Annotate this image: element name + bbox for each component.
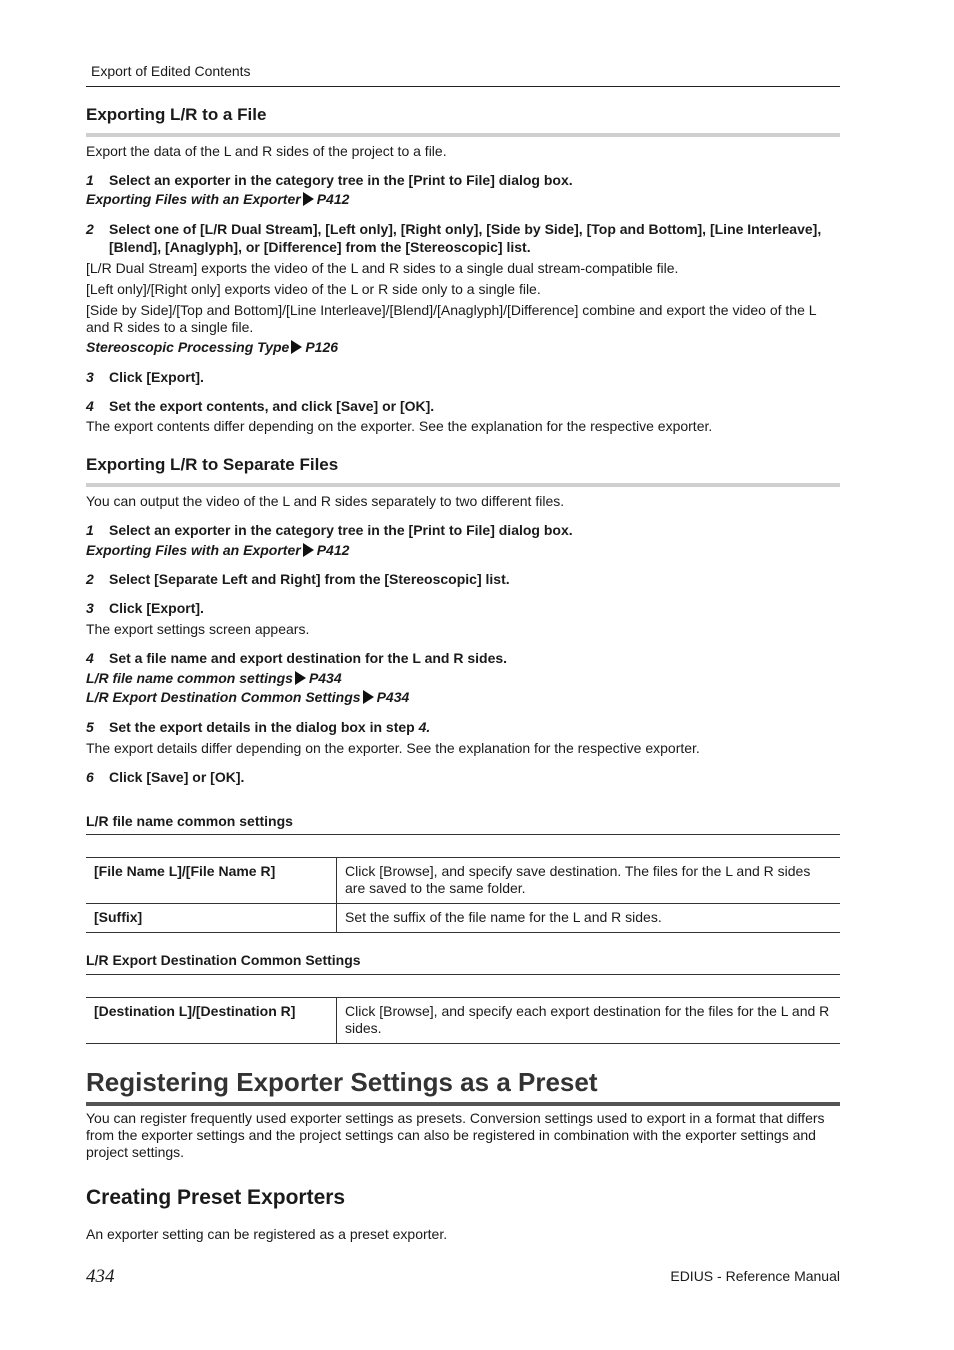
step-text: Set the export contents, and click [Save] or [OK]. [109,398,435,414]
section-intro: Export the data of the L and R sides of the project to a file. [86,143,447,159]
body-text: The export details differ depending on the exporter. See the explanation for the respective exporter. [86,740,700,756]
reference-text: Stereoscopic Processing Type [86,339,290,355]
reference-text: L/R Export Destination Common Settings [86,689,361,705]
setting-key: [File Name L]/[File Name R] [86,858,337,904]
section-title-export-lr-separate: Exporting L/R to Separate Files [86,455,339,474]
step-2 [86,570,840,588]
header-rule [86,86,840,87]
arrow-right-icon [303,543,314,557]
table-row [86,998,840,1044]
body-text: [Left only]/[Right only] exports video of the L or R side only to a single file. [86,281,541,297]
step-text: Select [Separate Left and Right] from the [Stereoscopic] list. [109,571,510,587]
step-number: 1 [86,172,94,188]
running-header: Export of Edited Contents [91,63,251,79]
body-text: [Side by Side]/[Top and Bottom]/[Line Interleave]/[Blend]/[Anaglyph]/[Difference] combine and export the video of the L and R sides to a single file. [86,302,817,335]
step-text-main: Set the export details in the dialog box in step [109,719,419,735]
section-title-export-lr-file: Exporting L/R to a File [86,105,267,124]
step-4 [86,649,840,667]
step-5 [86,718,840,736]
table-title-rule [86,974,840,975]
step-number: 6 [86,769,94,785]
arrow-right-icon [303,192,314,206]
cross-reference-link[interactable] [86,339,338,355]
arrow-right-icon [295,671,306,685]
step-1 [86,171,840,189]
page-number: 434 [86,1266,115,1287]
step-text [86,718,840,736]
step-text: Select an exporter in the category tree in the [Print to File] dialog box. [109,522,573,538]
settings-table-file-name [86,857,840,933]
reference-page: P412 [316,191,350,207]
step-text: Set a file name and export destination for the L and R sides. [109,650,508,666]
section-rule [86,133,840,137]
step-text: Select an exporter in the category tree in the [Print to File] dialog box. [109,172,573,188]
cross-reference-link[interactable] [86,689,409,705]
step-4 [86,397,840,415]
manual-title: EDIUS - Reference Manual [670,1268,840,1284]
step-number: 3 [86,600,94,616]
reference-text: Exporting Files with an Exporter [86,542,301,558]
body-text: [L/R Dual Stream] exports the video of the L and R sides to a single dual stream-compatible file. [86,260,679,276]
section-title-creating-presets: Creating Preset Exporters [86,1186,346,1209]
body-text: The export contents differ depending on the exporter. See the explanation for the respective exporter. [86,418,713,434]
reference-text: Exporting Files with an Exporter [86,191,301,207]
step-text: Click [Export]. [109,600,204,616]
setting-value: Click [Browse], and specify each export destination for the files for the L and R sides. [337,998,841,1044]
table-title: L/R Export Destination Common Settings [86,952,361,968]
cross-reference-link[interactable] [86,542,349,558]
step-number: 4 [86,398,94,414]
step-number: 4 [86,650,94,666]
settings-table-destination [86,997,840,1044]
table-title-rule [86,834,840,835]
body-text: The export settings screen appears. [86,621,310,637]
chapter-rule [86,1102,840,1106]
step-3 [86,599,840,617]
arrow-right-icon [291,340,302,354]
reference-page: P412 [316,542,350,558]
cross-reference-link[interactable] [86,191,349,207]
step-text: Click [Export]. [109,369,204,385]
reference-page: P434 [376,689,410,705]
step-number: 2 [86,571,94,587]
step-number: 2 [86,221,94,237]
step-3 [86,368,840,386]
step-1 [86,521,840,539]
reference-page: P126 [305,339,339,355]
setting-value: Set the suffix of the file name for the L and R sides. [337,904,841,933]
chapter-title-registering-presets: Registering Exporter Settings as a Preset [86,1067,598,1097]
step-number: 1 [86,522,94,538]
reference-text: L/R file name common settings [86,670,293,686]
table-row [86,904,840,933]
step-text: Select one of [L/R Dual Stream], [Left only], [Right only], [Side by Side], [Top and Bottom], [Line Interleave], [Blend], [Anaglyph], or [Difference] from the [Stereoscopic] list. [109,221,822,255]
section-intro: An exporter setting can be registered as a preset exporter. [86,1226,448,1242]
reference-page: P434 [308,670,342,686]
setting-value: Click [Browse], and specify save destination. The files for the L and R sides are saved to the same folder. [337,858,841,904]
table-row [86,858,840,904]
cross-reference-link[interactable] [86,670,342,686]
arrow-right-icon [363,690,374,704]
step-text: Click [Save] or [OK]. [109,769,245,785]
section-intro: You can output the video of the L and R sides separately to two different files. [86,493,565,509]
step-number: 3 [86,369,94,385]
step-number: 5 [86,719,94,735]
step-2 [86,220,840,256]
setting-key: [Suffix] [86,904,337,933]
section-intro: You can register frequently used exporter settings as presets. Conversion settings used to export in a format that differs from the exporter settings and the project settings can also be registered in combination with the exporter settings and project settings. [86,1110,825,1160]
section-rule [86,483,840,487]
step-reference: 4. [418,719,431,735]
table-title: L/R file name common settings [86,813,293,829]
setting-key: [Destination L]/[Destination R] [86,998,337,1044]
step-6 [86,768,840,786]
